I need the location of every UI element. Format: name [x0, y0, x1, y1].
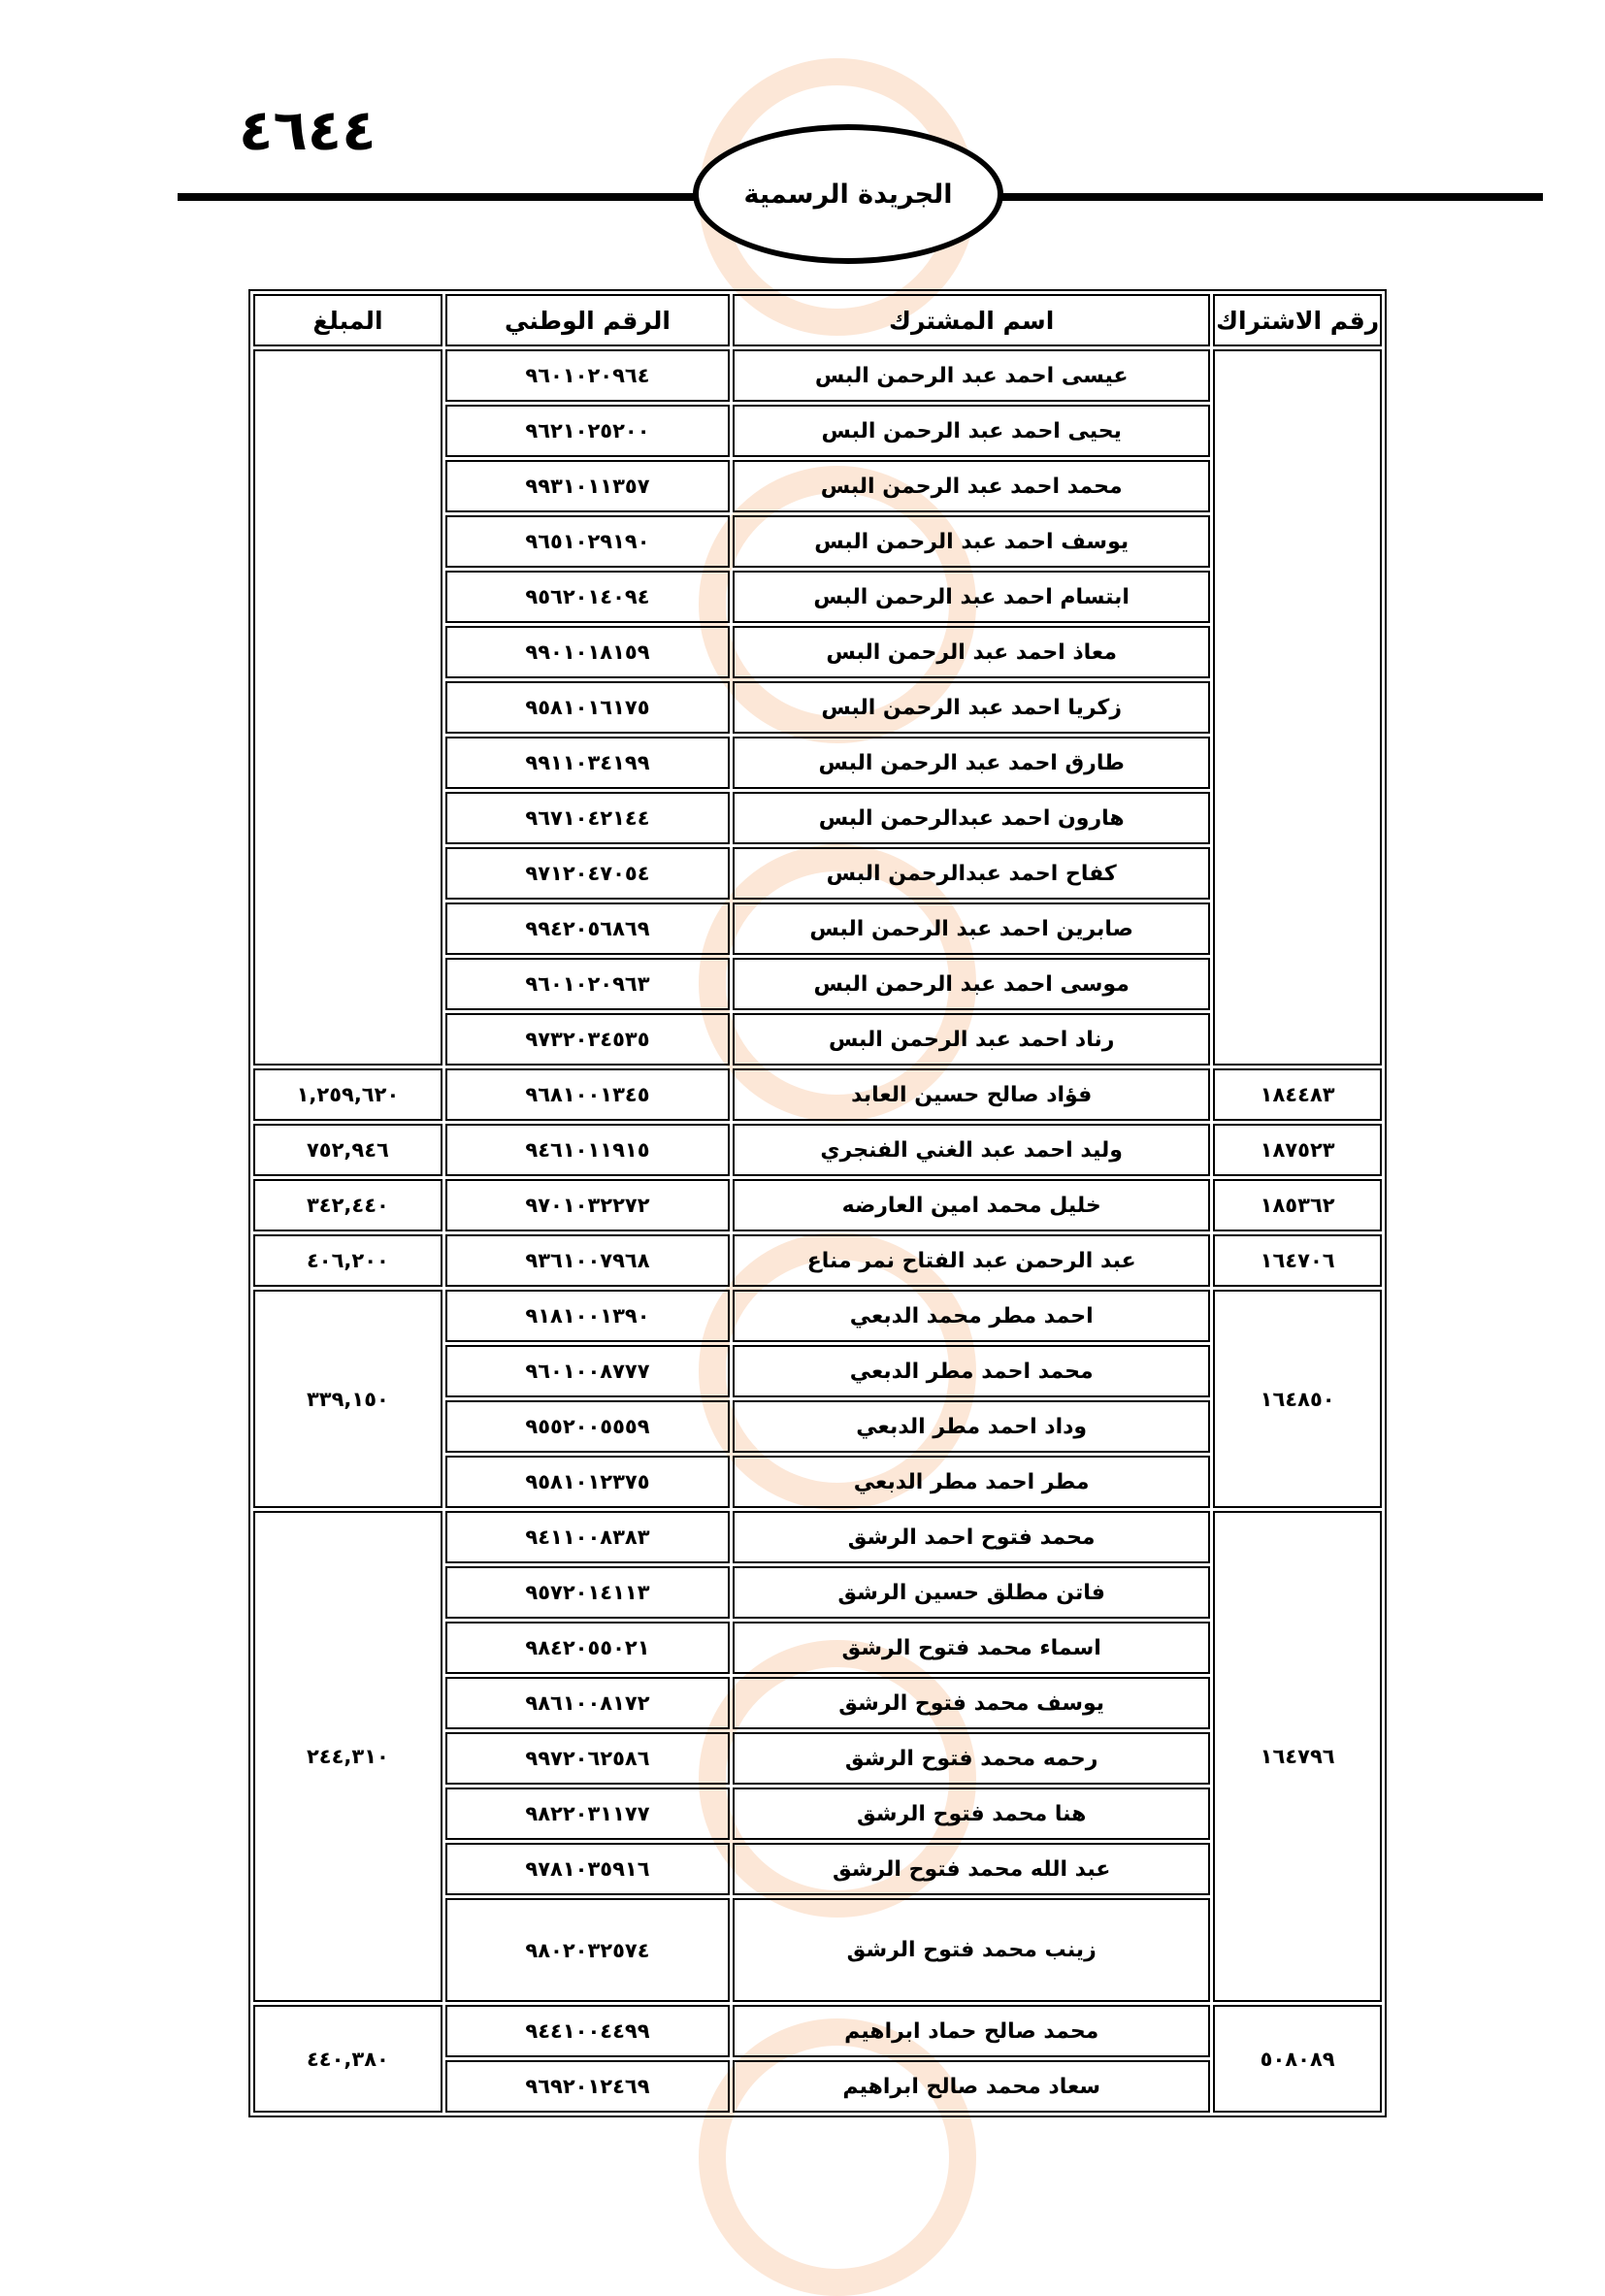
subscriber-name-cell: مطر احمد مطر الدبعي — [733, 1456, 1210, 1508]
subscriber-name-cell: فؤاد صالح حسين العابد — [733, 1068, 1210, 1121]
national-id-cell: ٩٨٦١٠٠٨١٧٢ — [445, 1677, 730, 1729]
national-id-cell: ٩٨٠٢٠٣٢٥٧٤ — [445, 1898, 730, 2002]
subscribers-table — [248, 289, 1387, 2117]
national-id-cell: ٩٥٨١٠١٦١٧٥ — [445, 681, 730, 734]
subscriber-name-cell: رناد احمد عبد الرحمن البس — [733, 1013, 1210, 1066]
amount-cell: ٢٤٤,٣١٠ — [253, 1511, 442, 2002]
amount-cell: ١,٢٥٩,٦٢٠ — [253, 1068, 442, 1121]
national-id-cell: ٩١٨١٠٠١٣٩٠ — [445, 1290, 730, 1342]
column-header-name: اسم المشترك — [733, 294, 1210, 346]
national-id-cell: ٩٦٠١٠٢٠٩٦٣ — [445, 958, 730, 1010]
table-row — [253, 1068, 1382, 1121]
subscription-number-cell — [1213, 349, 1382, 1066]
table-row — [253, 1179, 1382, 1231]
national-id-cell: ٩٧٣٢٠٣٤٥٣٥ — [445, 1013, 730, 1066]
subscriber-name-cell: محمد احمد مطر الدبعي — [733, 1345, 1210, 1397]
amount-cell — [253, 349, 442, 1066]
national-id-cell: ٩٥٥٢٠٠٥٥٥٩ — [445, 1400, 730, 1453]
subscriber-name-cell: رحمه محمد فتوح الرشق — [733, 1732, 1210, 1785]
subscriber-name-cell: يوسف محمد فتوح الرشق — [733, 1677, 1210, 1729]
subscriber-name-cell: عبد الرحمن عبد الفتاح نمر مناع — [733, 1234, 1210, 1287]
subscriber-name-cell: ابتسام احمد عبد الرحمن البس — [733, 571, 1210, 623]
subscriber-name-cell: خليل محمد امين العارضه — [733, 1179, 1210, 1231]
national-id-cell: ٩٥٨١٠١٢٣٧٥ — [445, 1456, 730, 1508]
subscriber-name-cell: كفاح احمد عبدالرحمن البس — [733, 847, 1210, 900]
subscriber-name-cell: صابرين احمد عبد الرحمن البس — [733, 902, 1210, 955]
subscriber-name-cell: محمد احمد عبد الرحمن البس — [733, 460, 1210, 512]
national-id-cell: ٩٦٨١٠٠١٣٤٥ — [445, 1068, 730, 1121]
subscription-number-cell: ٥٠٨٠٨٩ — [1213, 2005, 1382, 2113]
subscriber-name-cell: وليد احمد عبد الغني الفنجري — [733, 1124, 1210, 1176]
subscriber-name-cell: عبد الله محمد فتوح الرشق — [733, 1843, 1210, 1895]
table-row — [253, 1124, 1382, 1176]
national-id-cell: ٩٩٧٢٠٦٢٥٨٦ — [445, 1732, 730, 1785]
national-id-cell: ٩٦٢١٠٢٥٢٠٠ — [445, 405, 730, 457]
national-id-cell: ٩٤٦١٠١١٩١٥ — [445, 1124, 730, 1176]
table-header-row — [253, 294, 1382, 346]
header-title-oval — [693, 124, 1003, 264]
national-id-cell: ٩٦٩٢٠١٢٤٦٩ — [445, 2060, 730, 2113]
national-id-cell: ٩٦٥١٠٢٩١٩٠ — [445, 515, 730, 568]
subscriber-name-cell: يوسف احمد عبد الرحمن البس — [733, 515, 1210, 568]
subscriber-name-cell: عيسى احمد عبد الرحمن البس — [733, 349, 1210, 402]
subscriber-name-cell: زينب محمد فتوح الرشق — [733, 1898, 1210, 2002]
national-id-cell: ٩٤١١٠٠٨٣٨٣ — [445, 1511, 730, 1563]
column-header-national-id: الرقم الوطني — [445, 294, 730, 346]
national-id-cell: ٩٦٠١٠٠٨٧٧٧ — [445, 1345, 730, 1397]
subscription-number-cell: ١٨٥٣٦٢ — [1213, 1179, 1382, 1231]
subscriber-name-cell: سعاد محمد صالح ابراهيم — [733, 2060, 1210, 2113]
national-id-cell: ٩٨٢٢٠٣١١٧٧ — [445, 1788, 730, 1840]
amount-cell: ٣٤٢,٤٤٠ — [253, 1179, 442, 1231]
national-id-cell: ٩٩٣١٠١١٣٥٧ — [445, 460, 730, 512]
header-title: الجريدة الرسمية — [743, 179, 953, 210]
subscriber-name-cell: محمد فتوح احمد الرشق — [733, 1511, 1210, 1563]
table-row — [253, 1290, 1382, 1342]
amount-cell: ٣٣٩,١٥٠ — [253, 1290, 442, 1508]
table-row — [253, 1234, 1382, 1287]
subscriber-name-cell: هنا محمد فتوح الرشق — [733, 1788, 1210, 1840]
national-id-cell: ٩٥٦٢٠١٤٠٩٤ — [445, 571, 730, 623]
national-id-cell: ٩٧٨١٠٣٥٩١٦ — [445, 1843, 730, 1895]
amount-cell: ٧٥٢,٩٤٦ — [253, 1124, 442, 1176]
table-row — [253, 349, 1382, 402]
subscription-number-cell: ١٦٤٧٩٦ — [1213, 1511, 1382, 2002]
subscriber-name-cell: احمد مطر محمد الدبعي — [733, 1290, 1210, 1342]
subscriber-name-cell: محمد صالح حماد ابراهيم — [733, 2005, 1210, 2057]
national-id-cell: ٩٧١٢٠٤٧٠٥٤ — [445, 847, 730, 900]
column-header-subscription: رقم الاشتراك — [1213, 294, 1382, 346]
national-id-cell: ٩٦٠١٠٢٠٩٦٤ — [445, 349, 730, 402]
subscriber-name-cell: موسى احمد عبد الرحمن البس — [733, 958, 1210, 1010]
table-row — [253, 2005, 1382, 2057]
subscriber-name-cell: معاذ احمد عبد الرحمن البس — [733, 626, 1210, 678]
subscriber-name-cell: طارق احمد عبد الرحمن البس — [733, 737, 1210, 789]
subscriber-name-cell: زكريا احمد عبد الرحمن البس — [733, 681, 1210, 734]
page-number: ٤٦٤٤ — [239, 97, 377, 163]
national-id-cell: ٩٦٧١٠٤٢١٤٤ — [445, 792, 730, 844]
subscription-number-cell: ١٨٤٤٨٣ — [1213, 1068, 1382, 1121]
national-id-cell: ٩٩٠١٠١٨١٥٩ — [445, 626, 730, 678]
national-id-cell: ٩٤٤١٠٠٤٤٩٩ — [445, 2005, 730, 2057]
subscription-number-cell: ١٨٧٥٢٣ — [1213, 1124, 1382, 1176]
amount-cell: ٤٠٦,٢٠٠ — [253, 1234, 442, 1287]
national-id-cell: ٩٩١١٠٣٤١٩٩ — [445, 737, 730, 789]
national-id-cell: ٩٨٤٢٠٥٥٠٢١ — [445, 1622, 730, 1674]
subscriber-name-cell: وداد احمد مطر الدبعي — [733, 1400, 1210, 1453]
subscriber-name-cell: هارون احمد عبدالرحمن البس — [733, 792, 1210, 844]
subscriber-name-cell: يحيى احمد عبد الرحمن البس — [733, 405, 1210, 457]
national-id-cell: ٩٩٤٢٠٥٦٨٦٩ — [445, 902, 730, 955]
national-id-cell: ٩٧٠١٠٣٢٢٧٢ — [445, 1179, 730, 1231]
subscriber-name-cell: فاتن مطلق حسين الرشق — [733, 1566, 1210, 1619]
national-id-cell: ٩٣٦١٠٠٧٩٦٨ — [445, 1234, 730, 1287]
amount-cell: ٤٤٠,٣٨٠ — [253, 2005, 442, 2113]
column-header-amount: المبلغ — [253, 294, 442, 346]
subscription-number-cell: ١٦٤٨٥٠ — [1213, 1290, 1382, 1508]
national-id-cell: ٩٥٧٢٠١٤١١٣ — [445, 1566, 730, 1619]
table-row — [253, 1511, 1382, 1563]
subscriber-name-cell: اسماء محمد فتوح الرشق — [733, 1622, 1210, 1674]
subscription-number-cell: ١٦٤٧٠٦ — [1213, 1234, 1382, 1287]
